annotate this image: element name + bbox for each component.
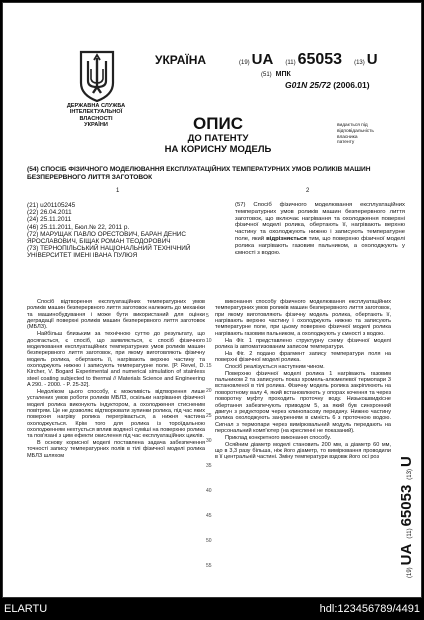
line-number: 50	[206, 538, 212, 544]
application-number: (21) u201105245	[27, 202, 76, 209]
bibliographic-data	[27, 202, 217, 260]
code-13: (13)	[354, 60, 365, 66]
code-11: (11)	[285, 60, 296, 66]
line-number: 5	[206, 313, 209, 319]
paragraph: Спосіб реалізується наступним чином.	[225, 363, 325, 370]
paragraph: Приклад конкретного виконання способу.	[225, 434, 332, 441]
line-number: 20	[206, 388, 212, 394]
invention-title: (54) СПОСІБ ФІЗИЧНОГО МОДЕЛЮВАННЯ ЕКСПЛУАТАЦІЙНИХ ТЕМПЕРАТУРНИХ УМОВ РОЛИКІВ МАШИН БЕЗПЕРЕРВНОГО ЛИТТЯ ЗАГОТОВОК	[27, 166, 371, 181]
line-number: 25	[206, 413, 212, 419]
office-name: ДЕРЖАВНА СЛУЖБА ІНТЕЛЕКТУАЛЬНОЇ ВЛАСНОСТІ УКРАЇНИ	[66, 103, 126, 129]
patent-identifiers	[239, 51, 419, 90]
line-number: 30	[206, 438, 212, 444]
document-title: ОПИС ДО ПАТЕНТУ НА КОРИСНУ МОДЕЛЬ	[164, 114, 272, 155]
paragraph: В основу корисної моделі поставлена задача забезпечення точності запису температурних полів в тілі фізичної моделі ролика МБЛЗ шляхом	[27, 440, 205, 459]
source-label: ELARTU	[4, 603, 48, 615]
description-column-right	[215, 299, 391, 591]
line-number: 15	[206, 363, 212, 369]
mpk-label: МПК	[275, 71, 291, 78]
owner: (73) ТЕРНОПІЛЬСЬКИЙ НАЦІОНАЛЬНИЙ ТЕХНІЧНИЙ УНІВЕРСИТЕТ ІМЕНІ ІВАНА ПУЛЮЯ	[27, 245, 191, 260]
ipc-class: G01N 25/72	[285, 80, 331, 90]
paragraph: Найбільш близьким за технічною суттю до результату, що досягається, є спосіб, що заявляється, є спосіб фізичного моделювання експлуатаційних температурних умов роликів машин безперервного лиття заготовок, при якому виготовляють фізичну модель ролика, обертають її, нагрівають верхню частину та охолоджують нижню і записують температурне поле. [P. Revel, D. Kircher, V. Bogard Experimental and numerical simulation of stainless steel coating subjected to thermal // Materials Science and Engineering A 290. - 2000. - P. 25-32].	[27, 331, 205, 388]
paragraph: Осяйним діаметр моделі становить 200 мм, а діаметр 60 мм, що в 3,3 разу більша, ніж його діаметр, то вимірювання проводили в її центральній частині. Зміну температури вздовж його осі роз	[215, 441, 391, 461]
paragraph: Недоліком цього способу, є можливість відтворення лише усталених умов роботи роликів МБЛЗ, оскільки нагрівання фізичної моделі ролика виконують індуктором, а охолодження стисненим повітрям. Це не дозволяє відтворювати зупинки ролика, під час яких поверхня нагріву ролика перегрівається, а нижня частина охолоджується. Крім того для ролика із тороїдальною охолодженням нехтується вплив водяної суміші на поверхню ролика та пов'язані з цим ефекти окислення під час експлуатаційних циклів.	[27, 388, 205, 440]
claim-emphasis: відрізняється	[266, 235, 307, 242]
trident-emblem-icon	[77, 49, 117, 103]
code-51: (51)	[261, 72, 272, 78]
paragraph: Спосіб відтворення експлуатаційних температурних умов роликів машин безперервного лиття заготовок належить до механіки та машинобудування і може бути використаний для оцінки деградації поверхні роликів машин безперервного лиття заготовок (МБЛЗ).	[27, 299, 205, 331]
handle-link[interactable]: hdl:123456789/4491	[319, 603, 420, 615]
country-code: UA	[251, 51, 274, 68]
line-number: 40	[206, 488, 212, 494]
paragraph: На Фіг. 2 подано фрагмент запису температури поля на поверхні фізичної моделі ролика.	[215, 350, 391, 364]
code-19: (19)	[239, 60, 250, 66]
line-number: 10	[206, 338, 212, 344]
side-patent-number: (19) UA (11) 65053 (13) U	[398, 456, 415, 578]
effective-date: (24) 25.11.2011	[27, 216, 72, 224]
line-number: 45	[206, 513, 212, 519]
patent-number: 65053	[297, 51, 343, 68]
kind-code: U	[366, 51, 378, 68]
column-number-1: 1	[116, 188, 120, 194]
filing-date: (22) 26.04.2011	[27, 209, 72, 217]
paragraph: На Фіг. 1 представлено структурну схему фізичної моделі ролика із автоматизованим записом температури.	[215, 337, 391, 350]
side-note: видається під відповідальність власника патенту	[337, 123, 374, 146]
inventors: (72) МАРУЩАК ПАВЛО ОРЕСТОВИЧ, БАРАН ДЕНИС ЯРОСЛАВОВИЧ, БІЩАК РОМАН ТЕОДОРОВИЧ	[27, 230, 187, 246]
ipc-date: (2006.01)	[333, 80, 370, 90]
paragraph: виконання способу фізичного моделювання експлуатаційних температурних умов роликів машин безперервного лиття заготовок, при якому виготовляють фізичну модель ролика, обертають її, нагрівають верхню частину і охолоджують нижню та записують температурне поле, при цьому поверхню фізичної моделі ролика нагрівають газовим пальником, а охолоджують у ємності з водою.	[215, 299, 391, 337]
description-column-left	[27, 299, 205, 591]
line-number: 35	[206, 463, 212, 469]
publication-date: (46) 25.11.2011, Бюл.№ 22, 2011 р.	[27, 223, 130, 231]
paragraph: Поверхню фізичної моделі ролика 1 нагрівають газовим пальником 2 та записують показ хромель-алюмелевої термопари 3 встановленої в тілі ролика. Фізичну модель ролика закріплюють на поворотному валу 4, який встановлюють у опорах кочення та через поворотну муфту проходить проточну воду. Низькошвидкісне обертання забезпечують приводом 5, за який був синхронний двигун з редуктором через клинопасову передачу. Нижню частину ролика охолоджують зануренням в ємність 6 з проточною водою. Сигнал з термопари через вимірювальний модуль передають на персональний комп'ютер (на кресленні не показаний).	[215, 370, 391, 434]
patent-page	[2, 2, 422, 598]
line-number: 55	[206, 563, 212, 569]
country-name: УКРАЇНА	[155, 53, 207, 67]
column-number-2: 2	[306, 188, 310, 194]
claim-abstract: (57) Спосіб фізичного моделювання експлуатаційних температурних умов роликів машин безперервного лиття заготовок, що включає нагрівання та охолодження поверхні фізичної моделі ролика, обертають її, нагрівають верхню частину та охолоджують нижню і записують температурне поле, який відрізняється тим, що поверхню фізичної моделі ролика нагрівають газовим пальником, а охолоджують у ємності з водою.	[235, 202, 406, 256]
